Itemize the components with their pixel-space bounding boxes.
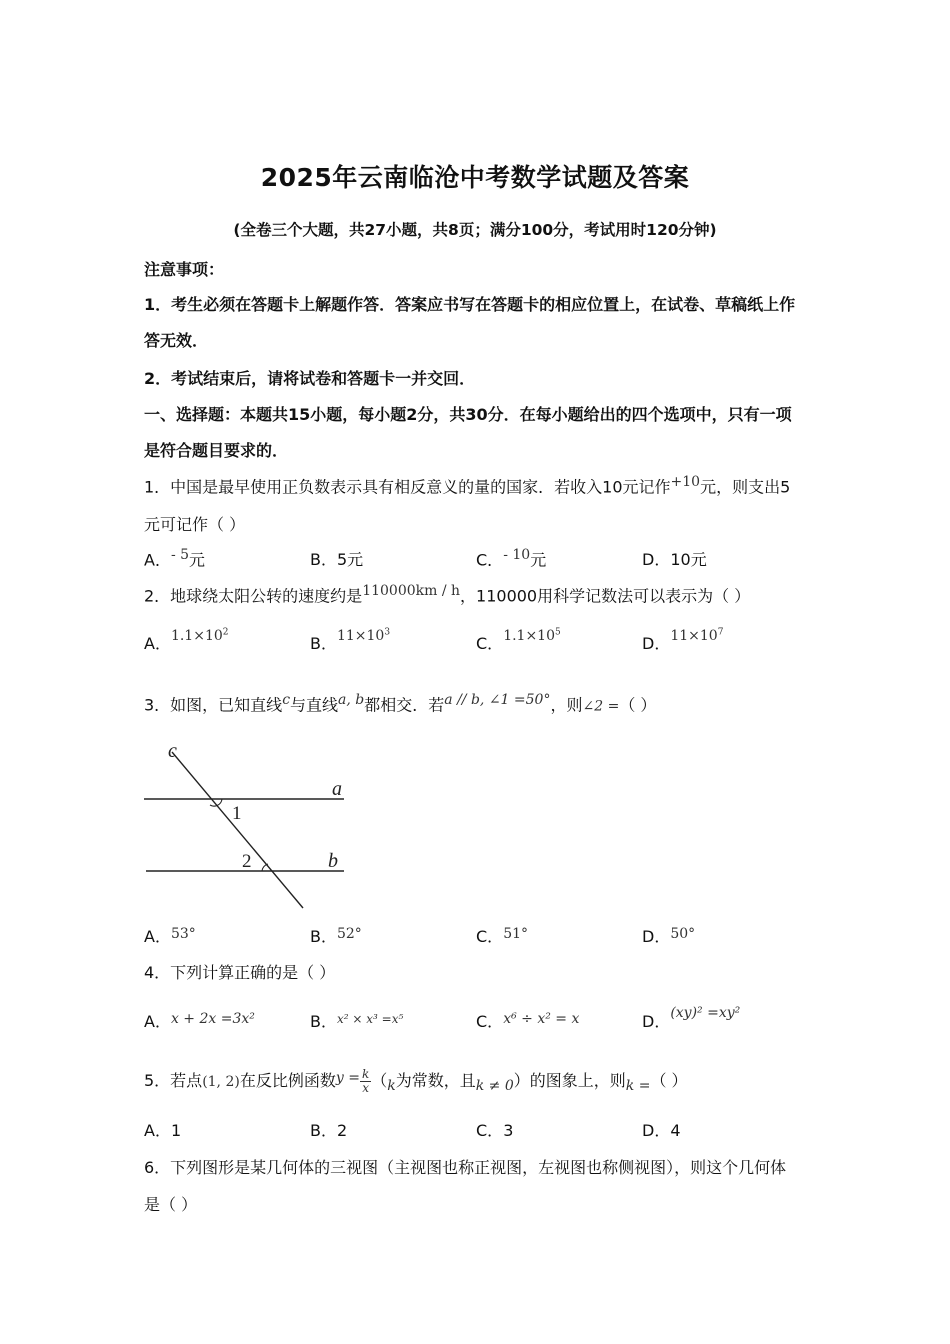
section-1-heading: 一、选择题：本题共15小题，每小题2分，共30分．在每小题给出的四个选项中，只有一项 xyxy=(144,405,792,424)
q5-option-d[interactable]: D．4 xyxy=(642,1121,681,1140)
q3-math-condition: a // b, ∠1 =50° xyxy=(444,692,551,708)
notice-item-1-cont: 答无效． xyxy=(144,331,209,350)
question-5-stem: 5．若点(1, 2)在反比例函数y = $\frac{k}{x}$ （$_k$为常数，且$_{k \ne 0}$）的图象上，则$_{k =}$（ ） xyxy=(144,1067,688,1095)
q4-option-a[interactable]: A．x + 2x =3x² xyxy=(144,1011,255,1031)
q5-option-a[interactable]: A．1 xyxy=(144,1121,182,1140)
label-b: b xyxy=(328,850,338,872)
q4-option-d[interactable]: D．(xy)² =xy² xyxy=(642,1005,741,1031)
q5-option-c[interactable]: C．3 xyxy=(476,1121,514,1140)
q2-option-d[interactable]: D．$11\times 10^7$ xyxy=(642,627,724,653)
q3-parallel-lines-figure xyxy=(138,738,358,913)
q5-option-b[interactable]: B．2 xyxy=(310,1121,348,1140)
q1-text-b: 元，则支出5 xyxy=(700,477,791,497)
q1-math-plus10: +10 xyxy=(670,474,701,490)
question-6-stem-cont: 是（ ） xyxy=(144,1195,198,1214)
q1-option-c[interactable]: C．$^{- 10}$元 xyxy=(476,547,547,570)
q2-option-b[interactable]: B．$11\times 10^3$ xyxy=(310,627,391,653)
q2-math-speed: 110000km / h xyxy=(362,583,461,599)
label-angle-2: 2 xyxy=(242,851,252,872)
question-6-stem: 6．下列图形是某几何体的三视图（主视图也称正视图，左视图也称侧视图），则这个几何体 xyxy=(144,1158,787,1177)
label-angle-1: 1 xyxy=(232,803,242,824)
q3-option-b[interactable]: B．52° xyxy=(310,926,362,946)
q4-option-c[interactable]: C．x⁶ ÷ x² = x xyxy=(476,1011,580,1031)
q2-option-c[interactable]: C．$1.1\times 10^5$ xyxy=(476,627,561,653)
question-1-stem xyxy=(144,474,814,497)
question-4-stem: 4．下列计算正确的是（ ） xyxy=(144,963,336,982)
q3-option-d[interactable]: D．50° xyxy=(642,926,696,946)
q3-option-c[interactable]: C．51° xyxy=(476,926,529,946)
label-a: a xyxy=(332,778,342,800)
q2-option-a[interactable]: A．$1.1\times 10^2$ xyxy=(144,627,229,653)
line-c xyxy=(172,752,303,908)
q2-text-b: ，110000用科学记数法可以表示为（ ） xyxy=(460,586,751,606)
q2-text-a: 2．地球绕太阳公转的速度约是 xyxy=(144,586,363,606)
question-1-stem-cont: 元可记作（ ） xyxy=(144,515,246,534)
q3-math-c: c xyxy=(282,692,291,708)
q3-option-a[interactable]: A．53° xyxy=(144,926,196,946)
q3-math-ab: a, b xyxy=(338,692,365,708)
q1-option-b[interactable]: B．5元 xyxy=(310,550,364,569)
exam-subtitle: (全卷三个大题，共27小题，共8页；满分100分，考试用时120分钟) xyxy=(233,221,717,239)
notice-heading: 注意事项： xyxy=(144,260,225,279)
notice-item-1: 1．考生必须在答题卡上解题作答．答案应书写在答题卡的相应位置上，在试卷、草稿纸上作 xyxy=(144,295,796,314)
q5-math-point: (1, 2) xyxy=(202,1074,240,1090)
q1-option-d[interactable]: D．10元 xyxy=(642,550,707,569)
q1-text-a: 1．中国是最早使用正负数表示具有相反意义的量的国家．若收入10元记作 xyxy=(144,477,671,497)
section-1-heading-cont: 是符合题目要求的． xyxy=(144,441,289,460)
question-3-stem: 3．如图，已知直线$^c$与直线$^{a, b}$都相交．若$^{a // b, \angle 1 =50^\circ}$，则∠2 =（ ） xyxy=(144,692,657,715)
q5-math-fraction: $\frac{k}{x}$ xyxy=(361,1067,370,1095)
q1-option-a[interactable]: A．$^{- 5}$元 xyxy=(144,547,206,570)
label-c: c xyxy=(168,740,177,762)
q3-math-angle2: ∠2 = xyxy=(582,698,620,715)
notice-item-2: 2．考试结束后，请将试卷和答题卡一并交回． xyxy=(144,369,476,388)
question-2-stem xyxy=(144,583,814,606)
page-title: 2025年云南临沧中考数学试题及答案 xyxy=(260,163,690,192)
q4-option-b[interactable]: B．$^{x^2 \times x^3 =x^5}$ xyxy=(310,1012,404,1031)
